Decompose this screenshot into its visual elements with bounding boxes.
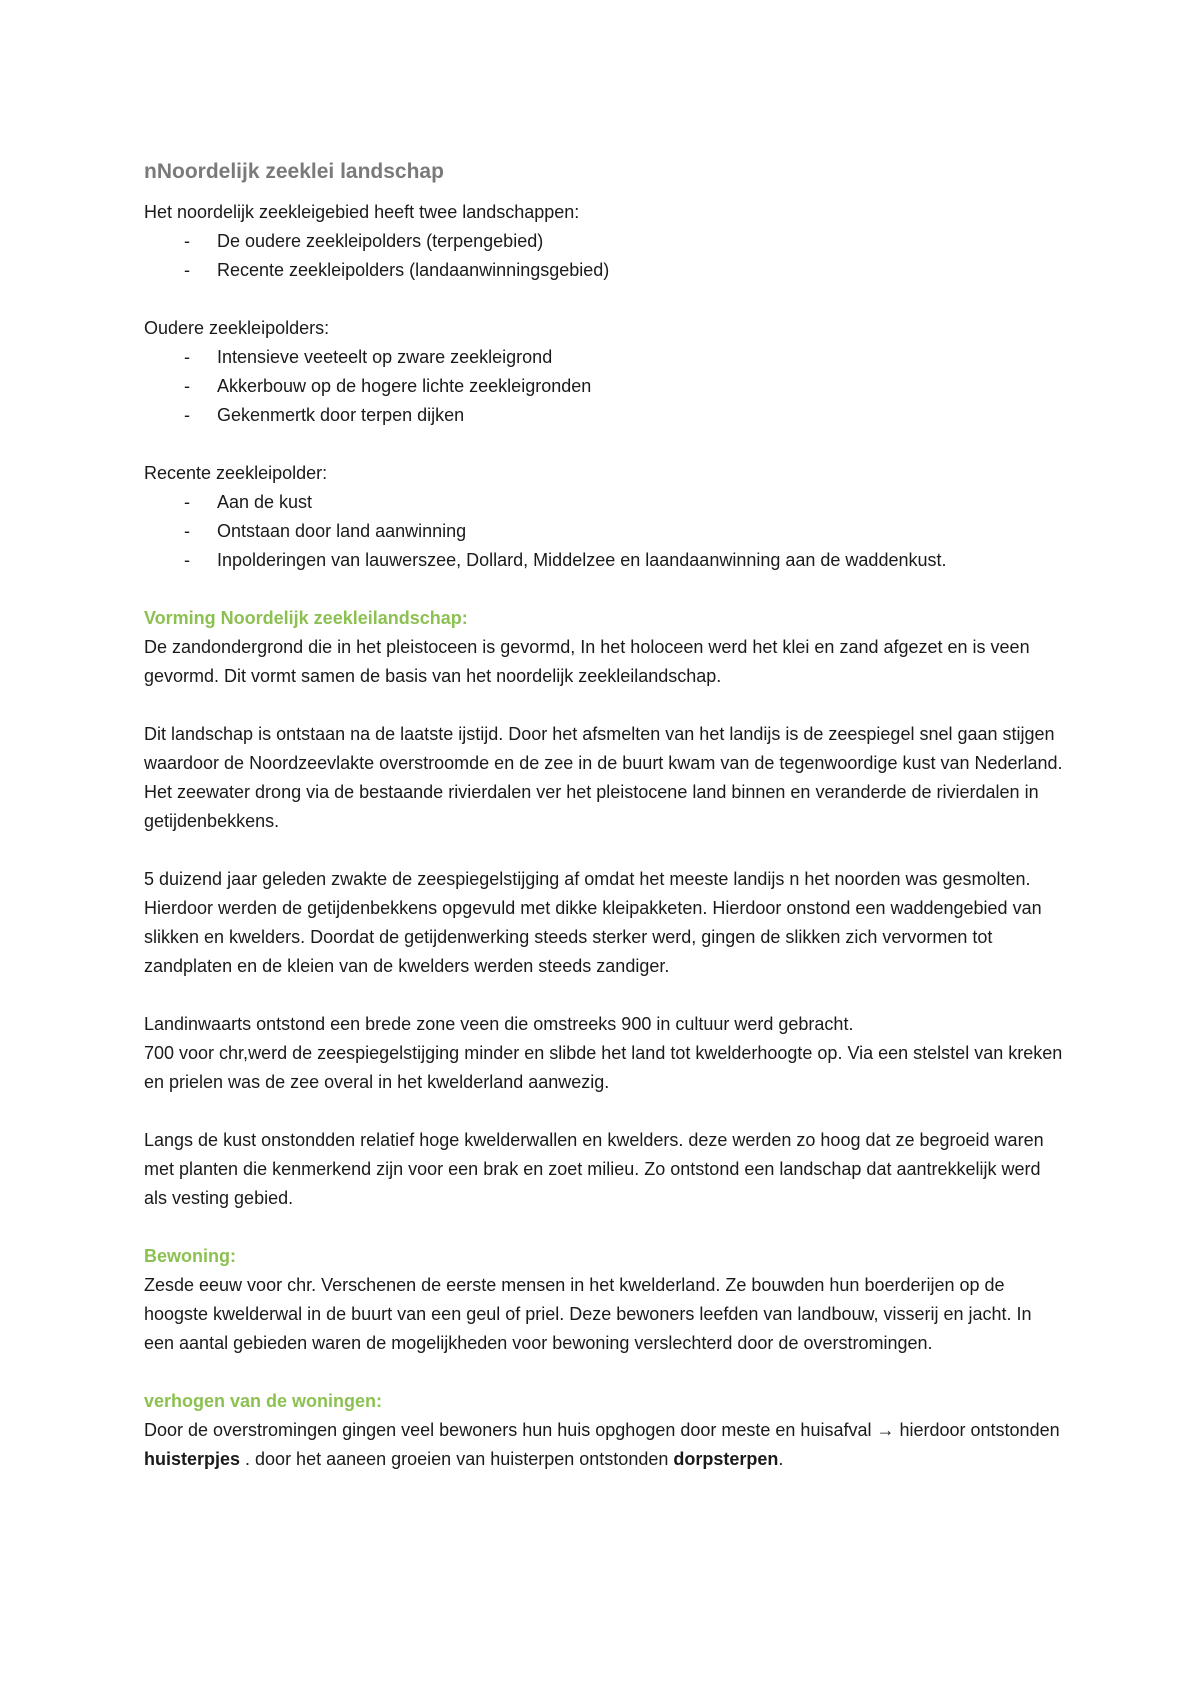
list-item: - Gekenmertk door terpen dijken	[144, 401, 1064, 430]
spacer	[144, 1358, 1064, 1387]
oudere-heading: Oudere zeekleipolders:	[144, 318, 330, 338]
list-item: - Akkerbouw op de hogere lichte zeekleigronden	[144, 372, 1064, 401]
arrow-right-icon: →	[876, 1420, 895, 1440]
spacer	[144, 575, 1064, 604]
intro-list	[144, 227, 1064, 285]
vorming-paragraph-2: Dit landschap is ontstaan na de laatste ijstijd. Door het afsmelten van het landijs is de zeespiegel snel gaan stijgen waardoor de Noordzeevlakte overstroomde en de zee in de buurt kwam van de tegenwoordige kust van Nederland. Het zeewater drong via de bestaande rivierdalen ver het pleistocene land binnen en veranderde de rivierdalen in getijdenbekkens.	[144, 724, 1063, 831]
bewoning-heading: Bewoning:	[144, 1246, 236, 1266]
list-item: - Recente zeekleipolders (landaanwinningsgebied)	[144, 256, 1064, 285]
vorming-paragraph-1: De zandondergrond die in het pleistoceen is gevormd, In het holoceen werd het klei en zand afgezet en is veen gevormd. Dit vormt samen de basis van het noordelijk zeekleilandschap.	[144, 637, 1030, 686]
vorming-paragraph-3: 5 duizend jaar geleden zwakte de zeespiegelstijging af omdat het meeste landijs n het noorden was gesmolten. Hierdoor werden de getijdenbekkens opgevuld met dikke kleipakketen. Hierdoor onstond een waddengebied van slikken en kwelders. Doordat de getijdenwerking steeds sterker werd, gingen de slikken zich vervormen tot zandplaten en de kleien van de kwelders werden steeds zandiger.	[144, 869, 1042, 976]
spacer	[144, 1213, 1064, 1242]
list-item: - Ontstaan door land aanwinning	[144, 517, 1064, 546]
verhogen-text-1: Door de overstromingen gingen veel bewoners hun huis opghogen door meste en huisafval	[144, 1420, 877, 1440]
list-item: - Aan de kust	[144, 488, 1064, 517]
document-title: nNoordelijk zeeklei landschap	[144, 160, 444, 183]
list-item: - Intensieve veeteelt op zware zeekleigrond	[144, 343, 1064, 372]
intro-text: Het noordelijk zeekleigebied heeft twee landschappen:	[144, 202, 580, 222]
vorming-heading: Vorming Noordelijk zeekleilandschap:	[144, 608, 468, 628]
term-huisterpjes: huisterpjes	[144, 1449, 241, 1469]
verhogen-paragraph	[144, 1416, 1064, 1474]
oudere-list	[144, 343, 1064, 430]
spacer	[144, 285, 1064, 314]
spacer	[144, 981, 1064, 1010]
vorming-paragraph-5: Langs de kust onstondden relatief hoge kwelderwallen en kwelders. deze werden zo hoog dat ze begroeid waren met planten die kenmerkend zijn voor een brak en zoet milieu. Zo ontstond een landschap dat aantrekkelijk werd als vesting gebied.	[144, 1130, 1044, 1208]
spacer	[144, 1097, 1064, 1126]
spacer	[144, 430, 1064, 459]
vorming-paragraph-4b: 700 voor chr,werd de zeespiegelstijging minder en slibde het land tot kwelderhoogte op. Via een stelstel van kreken en prielen was de zee overal in het kwelderland aanwezig.	[144, 1043, 1063, 1092]
bewoning-paragraph: Zesde eeuw voor chr. Verschenen de eerste mensen in het kwelderland. Ze bouwden hun boerderijen op de hoogste kwelderwal in de buurt van een geul of priel. Deze bewoners leefden van landbouw, visserij en jacht. In een aantal gebieden waren de mogelijkheden voor bewoning verslechterd door de overstromingen.	[144, 1275, 1032, 1353]
verhogen-text-3: . door het aaneen groeien van huisterpen ontstonden	[240, 1449, 674, 1469]
vorming-paragraph-4a: Landinwaarts ontstond een brede zone veen die omstreeks 900 in cultuur werd gebracht.	[144, 1014, 854, 1034]
recente-heading: Recente zeekleipolder:	[144, 463, 328, 483]
spacer	[144, 691, 1064, 720]
list-item: - Inpolderingen van lauwerszee, Dollard, Middelzee en laandaanwinning aan de waddenkust.	[144, 546, 1064, 575]
recente-list	[144, 488, 1064, 575]
verhogen-heading: verhogen van de woningen:	[144, 1391, 383, 1411]
verhogen-text-2: hierdoor ontstonden	[894, 1420, 1060, 1440]
document-page	[144, 158, 1064, 1474]
term-dorpsterpen: dorpsterpen	[673, 1449, 779, 1469]
verhogen-text-4: .	[778, 1449, 784, 1469]
spacer	[144, 836, 1064, 865]
list-item: - De oudere zeekleipolders (terpengebied)	[144, 227, 1064, 256]
